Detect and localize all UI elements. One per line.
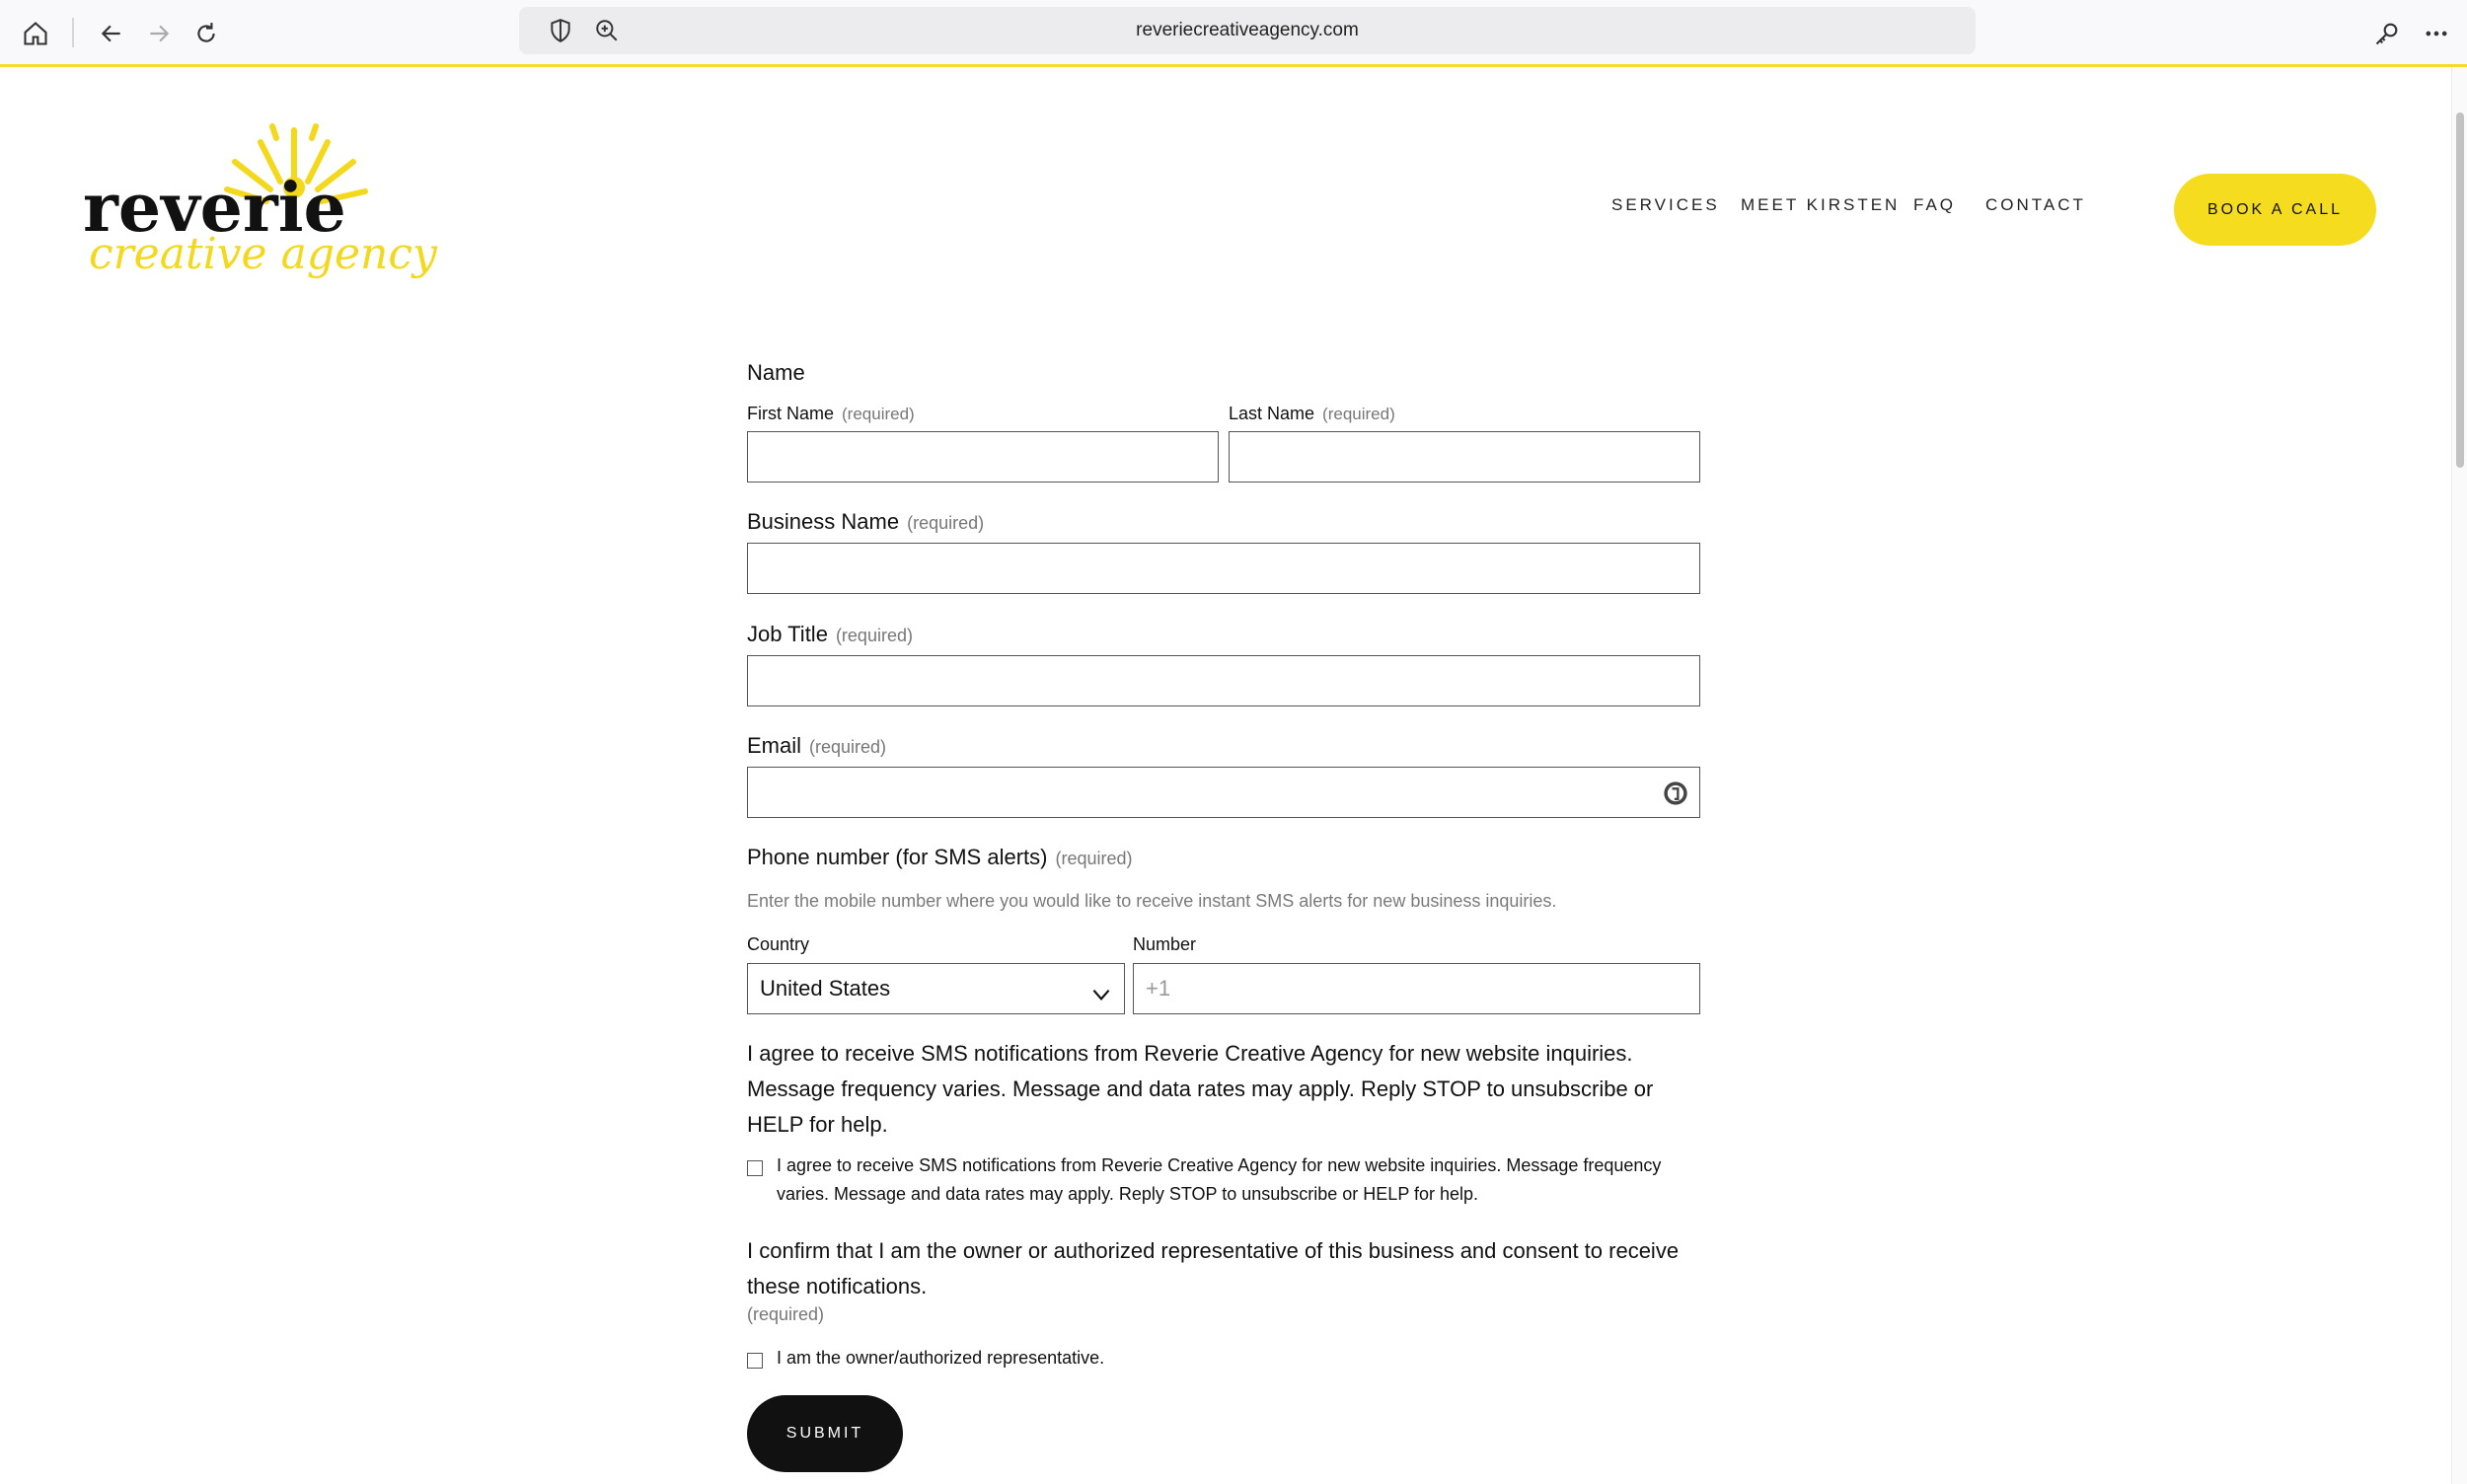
confirm-paragraph: I confirm that I am the owner or authorized representative of this business and consent to receive these notifications. [747,1238,1680,1298]
business-name-text-input[interactable] [748,544,1699,593]
country-select-value: United States [760,976,891,1001]
phone-label-text: Phone number (for SMS alerts) [747,845,1048,869]
url-text[interactable]: reveriecreativeagency.com [1136,20,1359,40]
first-name-label [747,404,915,424]
logo-tagline: creative agency [89,229,437,279]
nav-meet-kirsten[interactable]: MEET KIRSTEN [1741,195,1901,214]
job-title-label [747,622,913,647]
reload-icon[interactable] [187,14,226,53]
required-hint: (required) [835,626,913,645]
key-icon[interactable] [2367,14,2407,53]
phone-helper-text: Enter the mobile number where you would like to receive instant SMS alerts for new business inquiries. [747,891,1557,911]
required-hint: (required) [809,737,887,757]
email-label-text: Email [747,733,802,758]
business-name-label [747,509,984,535]
home-icon[interactable] [16,14,55,53]
job-title-input[interactable] [747,655,1700,706]
first-name-input[interactable] [747,431,1219,482]
nav-services[interactable]: SERVICES [1611,195,1720,214]
last-name-input[interactable] [1229,431,1700,482]
toolbar-separator [72,18,74,47]
nav-contact[interactable]: CONTACT [1985,195,2086,214]
nav-faq[interactable]: FAQ [1913,195,1957,214]
required-hint: (required) [907,513,985,533]
site-logo[interactable] [79,120,437,298]
last-name-label [1229,404,1395,424]
browser-toolbar [0,0,2467,67]
submit-button[interactable]: SUBMIT [747,1395,903,1472]
autofill-icon[interactable] [1662,779,1689,807]
required-hint: (required) [1322,405,1395,423]
job-title-text-input[interactable] [748,656,1699,705]
number-label: Number [1133,934,1197,954]
book-a-call-button[interactable]: BOOK A CALL [2174,174,2376,246]
job-title-label-text: Job Title [747,622,828,646]
owner-confirm-checkbox[interactable] [747,1353,763,1369]
more-menu-icon[interactable] [2417,14,2456,53]
country-select[interactable] [747,963,1125,1014]
owner-confirm-checkbox-label[interactable]: I am the owner/authorized representative. [777,1348,1105,1368]
first-name-label-text: First Name [747,404,835,423]
back-arrow-icon[interactable] [92,14,131,53]
sms-consent-checkbox-label[interactable]: I agree to receive SMS notifications from Reverie Creative Agency for new website inquiries. Message frequency varies. Message and data rates may apply. Reply STOP to unsubscribe or HELP for help. [777,1155,1662,1204]
required-hint: (required) [842,405,915,423]
business-name-label-text: Business Name [747,509,900,534]
phone-label [747,845,1133,870]
last-name-label-text: Last Name [1229,404,1315,423]
email-text-input[interactable] [748,768,1699,817]
phone-number-text-input[interactable] [1134,964,1699,1013]
email-label [747,733,886,759]
sms-consent-checkbox[interactable] [747,1160,763,1176]
scrollbar-thumb[interactable] [2456,112,2464,468]
required-hint: (required) [1055,849,1133,868]
forward-arrow-icon[interactable] [139,14,179,53]
chevron-down-icon [1088,976,1114,1002]
owner-confirm-row[interactable] [747,1344,1700,1373]
business-name-input[interactable] [747,543,1700,594]
phone-number-input[interactable] [1133,963,1700,1014]
name-label: Name [747,360,805,385]
sms-consent-paragraph: I agree to receive SMS notifications from Reverie Creative Agency for new website inquiries. Message frequency varies. Message and data rates may apply. Reply STOP to unsubscribe or HELP for help. [747,1041,1654,1137]
address-bar[interactable] [519,7,1976,54]
last-name-text-input[interactable] [1230,432,1699,482]
logo-wordmark: reverie [83,169,346,248]
email-input[interactable] [747,767,1700,818]
first-name-text-input[interactable] [748,432,1218,482]
confirm-required-hint: (required) [747,1304,825,1324]
sms-consent-row[interactable] [747,1151,1700,1209]
page-scrollbar[interactable] [2451,67,2467,1484]
country-label: Country [747,934,810,954]
